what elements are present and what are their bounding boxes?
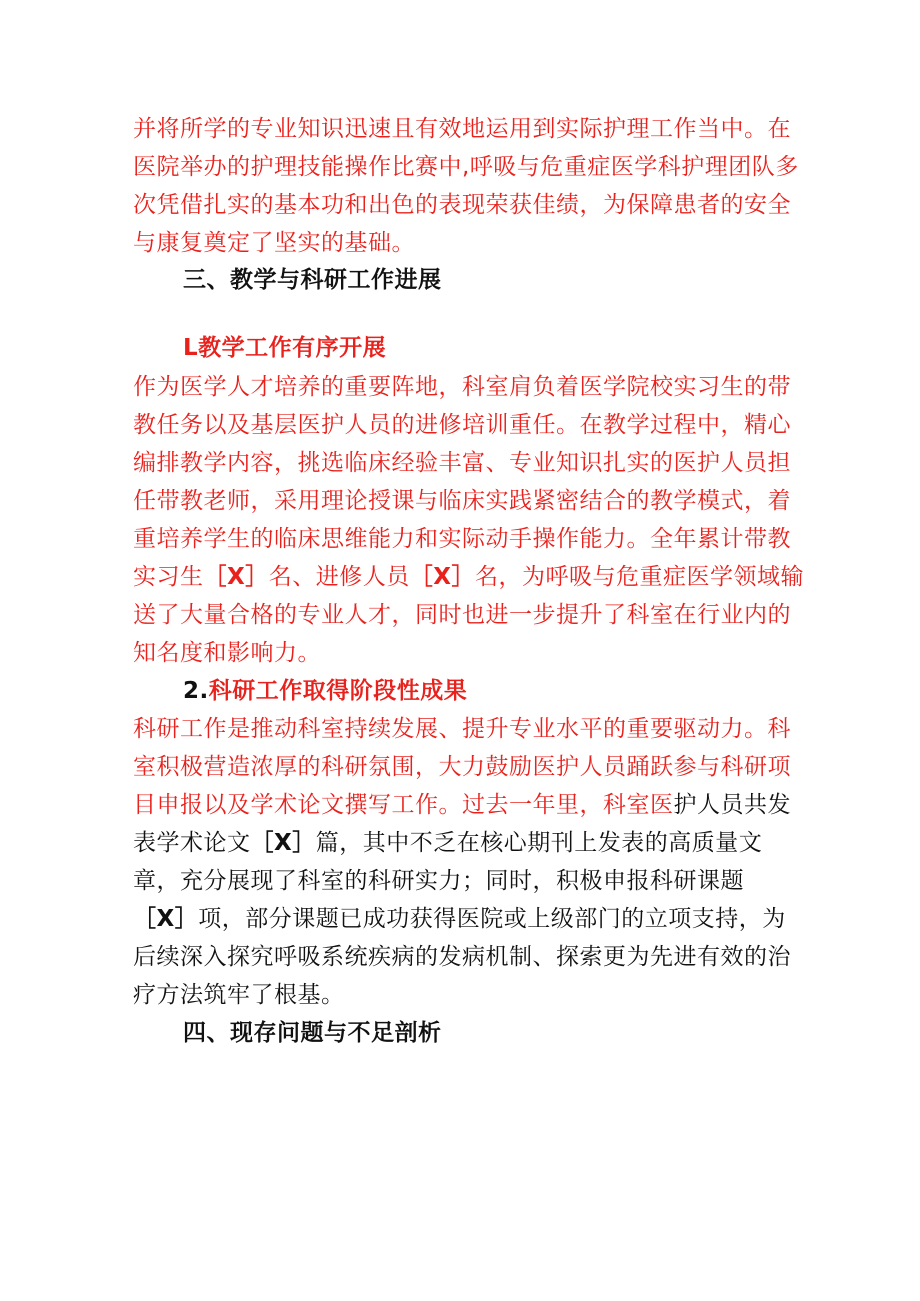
paragraph-line: 章，充分展现了科室的科研实力；同时，积极申报科研课题 [133, 868, 744, 894]
placeholder-count: ［X］ [133, 906, 199, 932]
paragraph-line: 作为医学人才培养的重要阵地，科室肩负着医学院校实习生的带 [133, 374, 791, 400]
subsection-number: 2. [183, 678, 209, 704]
placeholder-count: ［X］ [250, 830, 316, 856]
paragraph-line: 室积极营造浓厚的科研氛围，大力鼓励医护人员踊跃参与科研项 [133, 754, 791, 780]
paragraph-line: 编排教学内容，挑选临床经验丰富、专业知识扎实的医护人员担 [133, 450, 791, 476]
subsection-heading [183, 676, 467, 706]
paragraph-line [133, 790, 791, 820]
paragraph-line: 科研工作是推动科室持续发展、提升专业水平的重要驱动力。科 [133, 716, 791, 742]
text-segment: 护人员共发 [673, 792, 791, 818]
text-segment: 名，为呼吸与危重症医学领域输 [474, 564, 804, 590]
text-segment: 实习生 [133, 564, 204, 590]
text-segment: 目申报以及学术论文撰写工作。过去一年里，科室医 [133, 792, 674, 818]
paragraph-line: 医院举办的护理技能操作比赛中,呼吸与危重症医学科护理团队多 [133, 154, 799, 180]
paragraph-line: 重培养学生的临床思维能力和实际动手操作能力。全年累计带教 [133, 526, 791, 552]
paragraph-line: 次凭借扎实的基本功和出色的表现荣获佳绩，为保障患者的安全 [133, 192, 791, 218]
paragraph-line: 并将所学的专业知识迅速且有效地运用到实际护理工作当中。在 [133, 116, 791, 142]
paragraph-line: 知名度和影响力。 [133, 640, 321, 666]
paragraph-line: 与康复奠定了坚实的基础。 [133, 230, 415, 256]
paragraph-line [133, 562, 804, 592]
section-heading: 四、现存问题与不足剖析 [183, 1020, 442, 1046]
paragraph-line: 教任务以及基层医护人员的进修培训重任。在教学过程中，精心 [133, 412, 791, 438]
paragraph-line: 任带教老师，采用理论授课与临床实践紧密结合的教学模式，着 [133, 488, 791, 514]
placeholder-count: ［X］ [409, 564, 475, 590]
paragraph-line [133, 828, 762, 858]
text-segment: 项，部分课题已成功获得医院或上级部门的立项支持，为 [198, 906, 786, 932]
paragraph-line: 疗方法筑牢了根基。 [133, 982, 345, 1008]
text-segment: 表学术论文 [133, 830, 251, 856]
text-segment: 名、进修人员 [268, 564, 410, 590]
paragraph-line: 送了大量合格的专业人才，同时也进一步提升了科室在行业内的 [133, 602, 791, 628]
placeholder-count: ［X］ [203, 564, 269, 590]
subsection-title: 科研工作取得阶段性成果 [208, 678, 468, 704]
paragraph-line [133, 904, 786, 934]
paragraph-line: 后续深入探究呼吸系统疾病的发病机制、探索更为先进有效的治 [133, 944, 791, 970]
text-segment: 篇，其中不乏在核心期刊上发表的高质量文 [315, 830, 763, 856]
subsection-heading: L教学工作有序开展 [183, 335, 387, 361]
section-heading: 三、教学与科研工作进展 [183, 267, 442, 293]
